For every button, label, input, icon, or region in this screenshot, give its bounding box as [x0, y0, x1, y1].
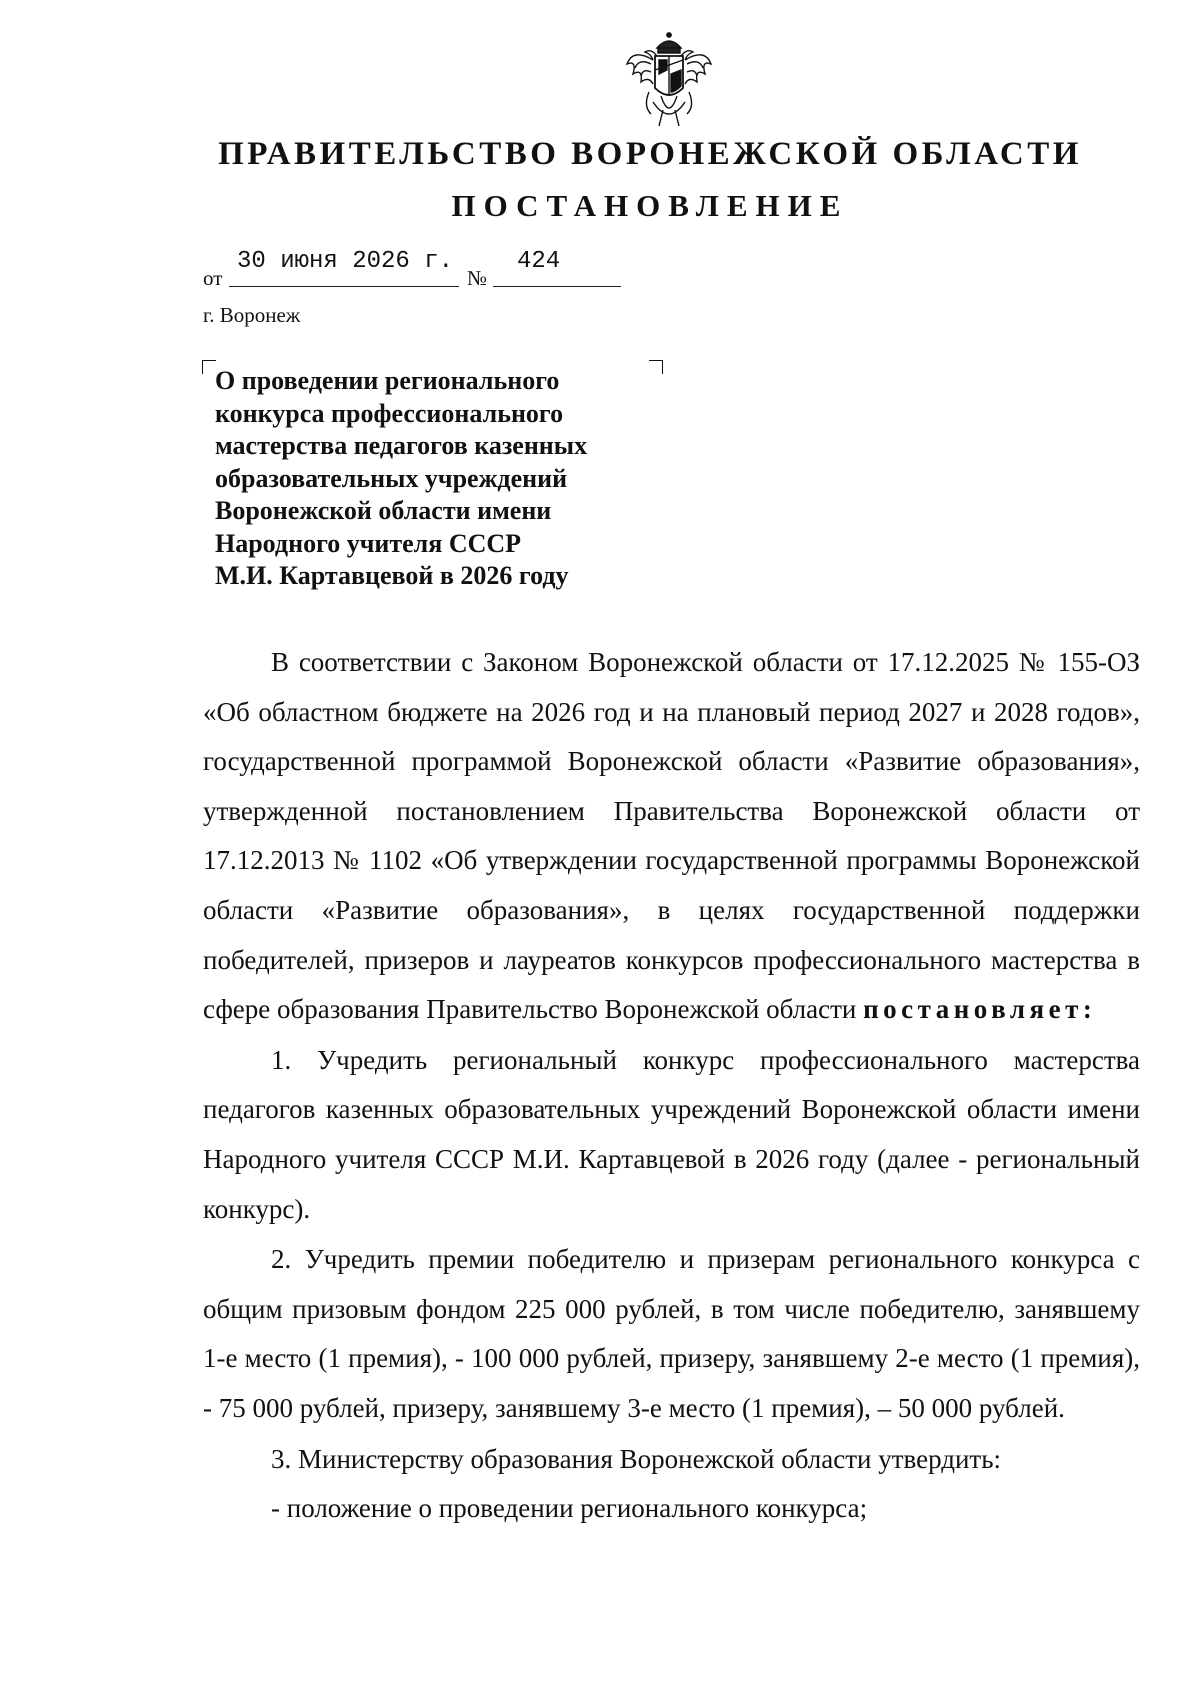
date-value: 30 июня 2026 г.: [237, 248, 454, 275]
item-3: 3. Министерству образования Воронежской области утвердить:: [271, 1443, 1002, 1474]
item-2: 2. Учредить премии победителю и призерам регионального конкурса с общим призовым фондом 225 000 рублей, в том числе победителю, занявшему 1-е место (1 премия), - 100 000 рублей, призеру, занявшему 2-е место (1 премия), - 75 000 рублей, призеру, занявшему 3-е место (1 премия), – 50 000 рублей.: [203, 1244, 1140, 1423]
number-value: 424: [517, 248, 561, 275]
subject-corner-right: [649, 360, 663, 374]
subject-line: М.И. Картавцевой в 2026 году: [215, 561, 569, 590]
subject-line: Народного учителя СССР: [215, 528, 522, 558]
date-underline: [229, 286, 459, 287]
resolves-word: постановляет:: [863, 994, 1097, 1025]
subject-line: Воронежской области имени: [215, 496, 552, 525]
subject-line: образовательных учреждений: [215, 463, 568, 493]
subject-corner-left: [202, 360, 216, 374]
subject-line: конкурса профессионального: [215, 398, 564, 428]
preamble-text: В соответствии с Законом Воронежской области от 17.12.2025 № 155-ОЗ «Об областном бюджете на 2026 год и на плановый период 2027 и 2028 годов», государственной программой Воронежской области «Развитие образования», утвержденной постановлением Правительства Воронежской области от 17.12.2013 № 1102 «Об утверждении государственной программы Воронежской области «Развитие образования», в целях государственной поддержки победителей, призеров и лауреатов конкурсов профессионального мастерства в сфере образования Правительство Воронежской области: [203, 647, 1140, 1025]
city: г. Воронеж: [203, 303, 301, 327]
subject-heading: [215, 365, 587, 593]
coat-of-arms-icon: [623, 30, 715, 130]
number-underline: [493, 286, 621, 287]
subject-line: мастерства педагогов казенных: [215, 431, 588, 460]
item-3a: - положение о проведении регионального конкурса;: [271, 1493, 868, 1524]
preamble-paragraph: [203, 638, 1140, 1035]
government-title: ПРАВИТЕЛЬСТВО ВОРОНЕЖСКОЙ ОБЛАСТИ: [218, 136, 1082, 172]
subject-line: О проведении регионального: [215, 366, 560, 395]
document-body: [203, 638, 1140, 1534]
item-1: 1. Учредить региональный конкурс профессионального мастерства педагогов казенных образовательных учреждений Воронежской области имени Народного учителя СССР М.И. Картавцевой в 2026 году (далее - региональный конкурс).: [203, 1044, 1140, 1224]
document-type: ПОСТАНОВЛЕНИЕ: [451, 188, 849, 223]
date-label: от: [203, 266, 223, 290]
number-label: №: [467, 266, 488, 290]
